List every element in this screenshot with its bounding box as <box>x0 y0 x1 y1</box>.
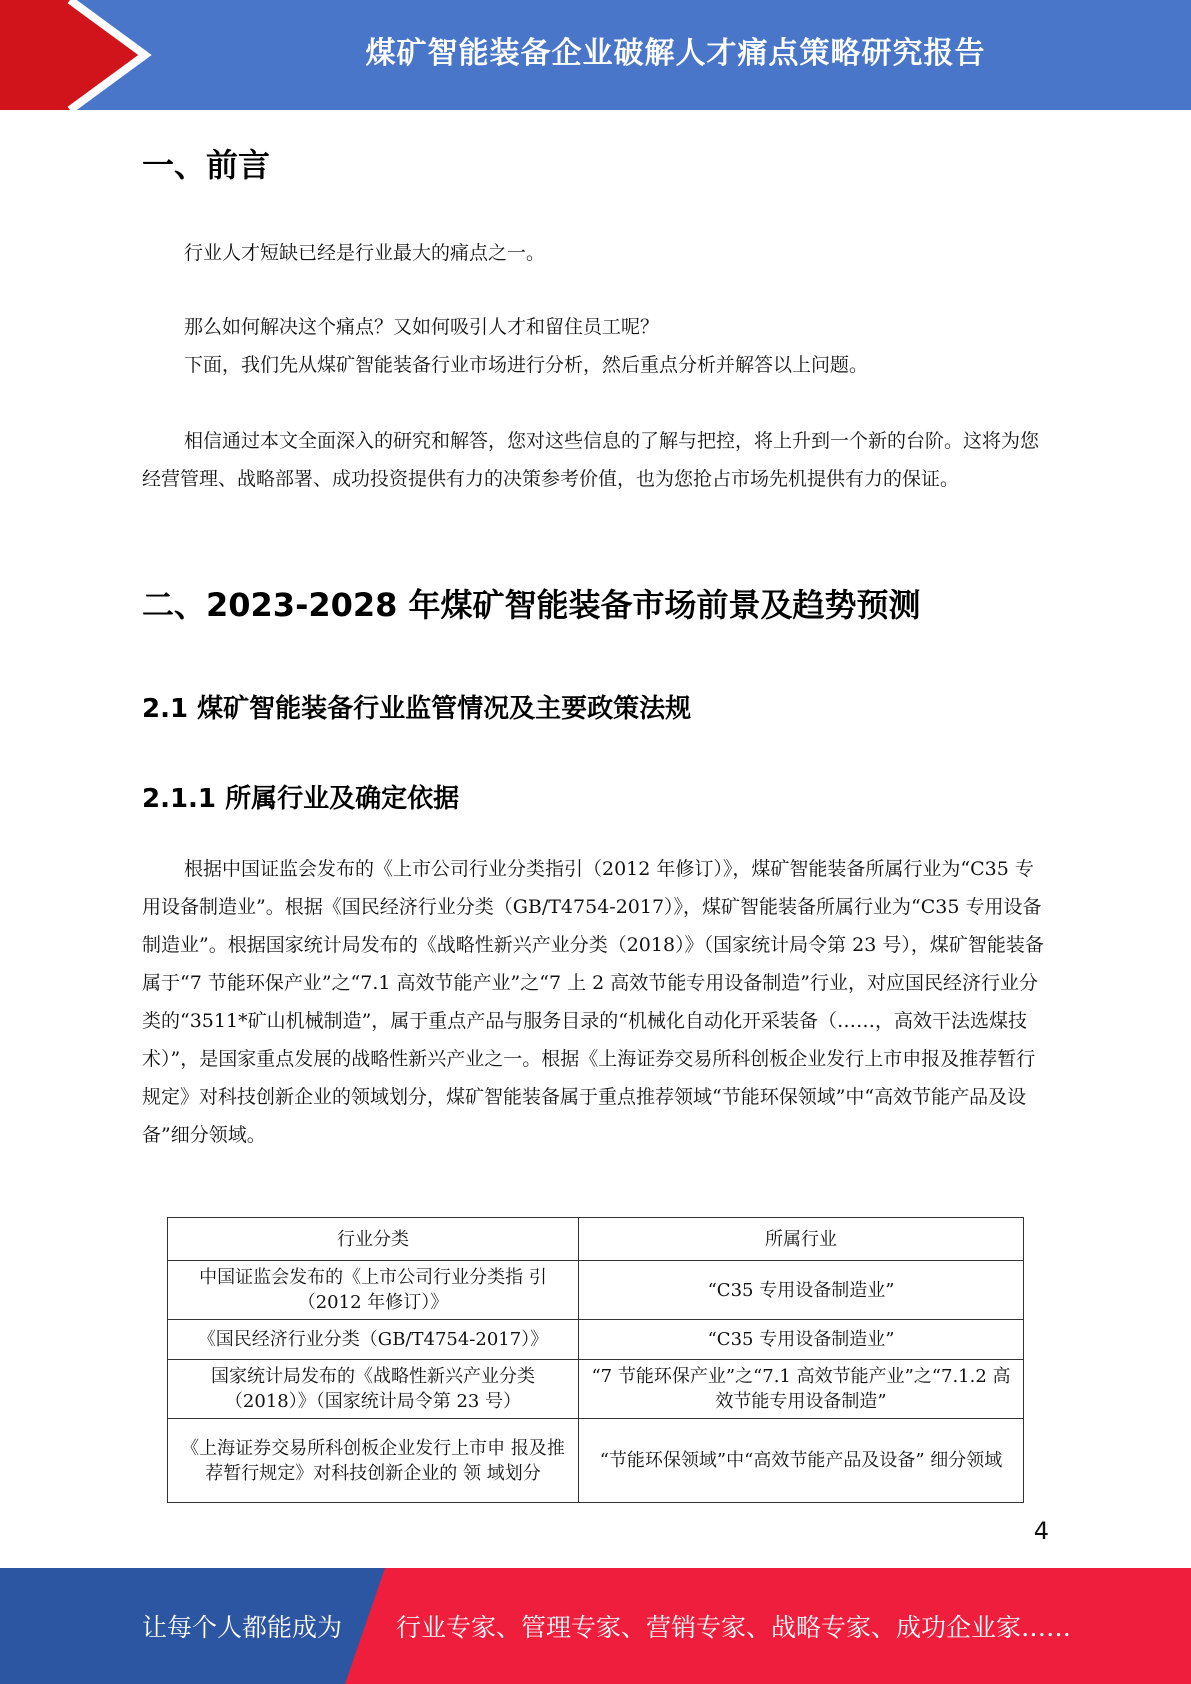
table-cell: “C35 专用设备制造业” <box>579 1320 1024 1360</box>
table-cell: 国家统计局发布的《战略性新兴产业分类（2018）》（国家统计局令第 23 号） <box>168 1360 579 1419</box>
table-row <box>168 1360 1024 1419</box>
table-cell: “7 节能环保产业”之“7.1 高效节能产业”之“7.1.2 高效节能专用设备制造” <box>579 1360 1024 1419</box>
footer-band <box>0 1568 1191 1684</box>
footer-slogan-left: 让每个人都能成为 <box>142 1613 343 1642</box>
table-row <box>168 1419 1024 1503</box>
table-cell: 《国民经济行业分类（GB/T4754-2017）》 <box>168 1320 579 1360</box>
table-header-row <box>168 1218 1024 1261</box>
table-row <box>168 1320 1024 1360</box>
footer-slogan-right: 行业专家、管理专家、营销专家、战略专家、成功企业家…… <box>396 1613 1072 1642</box>
section-heading-preface: 一、前言 <box>142 146 271 184</box>
subsection-heading: 2.1 煤矿智能装备行业监管情况及主要政策法规 <box>142 694 692 724</box>
table-cell: “C35 专用设备制造业” <box>579 1261 1024 1320</box>
paragraph: 相信通过本文全面深入的研究和解答，您对这些信息的了解与把控，将上升到一个新的台阶。这将为您经营管理、战略部署、成功投资提供有力的决策参考价值，也为您抢占市场先机提供有力的保证。 <box>142 430 1040 490</box>
paragraph: 那么如何解决这个痛点？又如何吸引人才和留住员工呢？ <box>184 316 660 338</box>
column-header: 所属行业 <box>579 1218 1024 1261</box>
header-band <box>0 0 1191 110</box>
paragraph: 行业人才短缺已经是行业最大的痛点之一。 <box>184 242 546 264</box>
document-title: 煤矿智能装备企业破解人才痛点策略研究报告 <box>365 36 986 71</box>
column-header: 行业分类 <box>168 1218 579 1261</box>
header-red-chevron <box>0 0 145 110</box>
table-cell: 《上海证券交易所科创板企业发行上市申 报及推荐暂行规定》对科技创新企业的 领 域划分 <box>168 1419 579 1503</box>
page-number: 4 <box>1033 1517 1049 1545</box>
subsection-heading: 2.1.1 所属行业及确定依据 <box>142 784 460 814</box>
paragraph: 下面，我们先从煤矿智能装备行业市场进行分析，然后重点分析并解答以上问题。 <box>184 354 869 376</box>
section-heading-forecast: 二、2023-2028 年煤矿智能装备市场前景及趋势预测 <box>142 586 921 624</box>
table-cell: 中国证监会发布的《上市公司行业分类指 引（2012 年修订）》 <box>168 1261 579 1320</box>
table-cell: “节能环保领域”中“高效节能产品及设备” 细分领域 <box>579 1419 1024 1503</box>
paragraph: 根据中国证监会发布的《上市公司行业分类指引（2012 年修订）》，煤矿智能装备所属行业为“C35 专用设备制造业”。根据《国民经济行业分类（GB/T4754-2017）》，煤矿智能装备所属行业为“C35 专用设备制造业”。根据国家统计局发布的《战略性新兴产业分类（2018）》（国家统计局令第 23 号），煤矿智能装备属于“7 节能环保产业”之“7.1 高效节能产业”之“7 上 2 高效节能专用设备制造”行业，对应国民经济行业分类的“3511*矿山机械制造”，属于重点产品与服务目录的“机械化自动化开采装备（……，高效干法选煤技术）”，是国家重点发展的战略性新兴产业之一。根据《上海证券交易所科创板企业发行上市申报及推荐暂行规定》对科技创新企业的领域划分，煤矿智能装备属于重点推荐领域“节能环保领域”中“高效节能产品及设备”细分领域。 <box>142 858 1044 1146</box>
table-row <box>168 1261 1024 1320</box>
industry-classification-table <box>167 1217 1024 1503</box>
